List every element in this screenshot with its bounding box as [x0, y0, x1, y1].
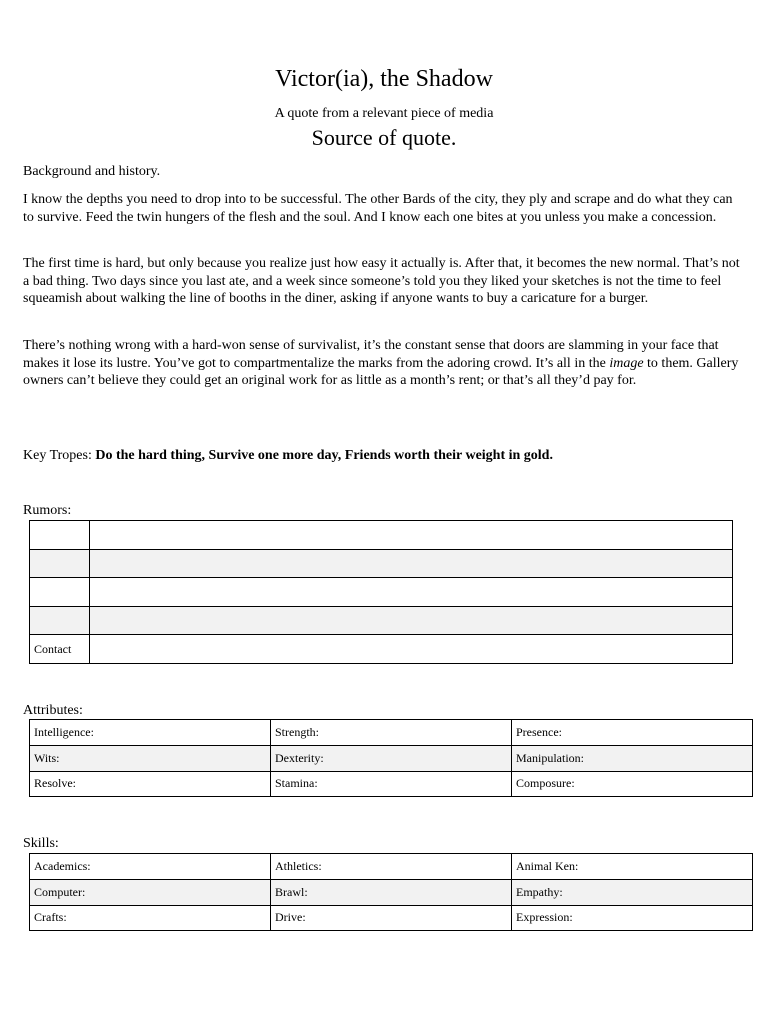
attribute-cell[interactable]: Wits:: [30, 745, 271, 771]
key-tropes-value: Do the hard thing, Survive one more day, Friends worth their weight in gold.: [95, 448, 553, 463]
rumor-key-cell[interactable]: [30, 578, 90, 607]
background-paragraph-1: I know the depths you need to drop into to be successful. The other Bards of the city, they ply and scrape and do what they can to survive. Feed the twin hungers of the flesh and the soul. And I know each one bites at you unless you make a concession.: [23, 192, 733, 225]
skill-cell[interactable]: Computer:: [30, 879, 271, 905]
attribute-cell[interactable]: Resolve:: [30, 771, 271, 797]
skill-cell[interactable]: Drive:: [271, 905, 512, 931]
skills-label: Skills:: [23, 836, 59, 851]
table-row: [30, 771, 753, 797]
rumors-label: Rumors:: [23, 503, 72, 518]
key-tropes-label: Key Tropes:: [23, 448, 96, 463]
rumor-value-cell[interactable]: [90, 521, 733, 550]
skill-cell[interactable]: Empathy:: [512, 879, 753, 905]
table-row: [30, 549, 733, 578]
attribute-cell[interactable]: Composure:: [512, 771, 753, 797]
attributes-label: Attributes:: [23, 703, 83, 718]
rumor-key-cell[interactable]: [30, 521, 90, 550]
table-row: [30, 521, 733, 550]
quote-source: Source of quote.: [311, 125, 457, 150]
background-paragraph-2: The first time is hard, but only because you realize just how easy it actually is. After that, it becomes the new normal. That’s not a bad thing. Two days since you last ate, and a week since someone’s told you they liked your sketches is not the time to feel squeamish about walking the line of booths in the diner, asking if anyone wants to buy a caricature for a burger.: [23, 256, 740, 307]
background-label: Background and history.: [23, 164, 161, 179]
table-row: [30, 745, 753, 771]
rumor-value-cell[interactable]: [90, 549, 733, 578]
quote-text: A quote from a relevant piece of media: [274, 106, 494, 121]
table-row: [30, 578, 733, 607]
table-row: [30, 606, 733, 635]
rumor-key-cell[interactable]: [30, 606, 90, 635]
table-row: [30, 879, 753, 905]
attribute-cell[interactable]: Intelligence:: [30, 720, 271, 746]
paragraph-text: There’s nothing wrong with a hard-won sense of survivalist, it’s the constant sense that doors are slamming in your face that makes it lose its lustre. You’ve got to compartmentalize the marks from the adoring crowd. It’s all in the: [23, 338, 719, 371]
attribute-cell[interactable]: Manipulation:: [512, 745, 753, 771]
rumor-value-cell[interactable]: [90, 606, 733, 635]
attributes-table: [29, 719, 753, 797]
attribute-cell[interactable]: Dexterity:: [271, 745, 512, 771]
rumor-key-cell[interactable]: [30, 549, 90, 578]
skill-cell[interactable]: Athletics:: [271, 854, 512, 880]
table-row: [30, 720, 753, 746]
emphasis-text: image: [609, 355, 644, 371]
table-row: [30, 854, 753, 880]
skill-cell[interactable]: Academics:: [30, 854, 271, 880]
skill-cell[interactable]: Expression:: [512, 905, 753, 931]
background-paragraph-3: [23, 337, 745, 390]
skills-table: [29, 853, 753, 931]
paragraph-text: to them. Gallery owners can’t believe they could get an original work for as little as a month’s rent; or that’s all they’d pay for.: [23, 355, 739, 389]
attribute-cell[interactable]: Presence:: [512, 720, 753, 746]
table-row: [30, 635, 733, 664]
page-title: Victor(ia), the Shadow: [275, 66, 493, 92]
table-row: [30, 905, 753, 931]
rumors-table: [29, 520, 733, 664]
key-tropes: [23, 447, 745, 465]
contact-label-cell: Contact: [30, 635, 90, 664]
skill-cell[interactable]: Animal Ken:: [512, 854, 753, 880]
attribute-cell[interactable]: Strength:: [271, 720, 512, 746]
skill-cell[interactable]: Brawl:: [271, 879, 512, 905]
contact-value-cell[interactable]: [90, 635, 733, 664]
attribute-cell[interactable]: Stamina:: [271, 771, 512, 797]
rumor-value-cell[interactable]: [90, 578, 733, 607]
skill-cell[interactable]: Crafts:: [30, 905, 271, 931]
